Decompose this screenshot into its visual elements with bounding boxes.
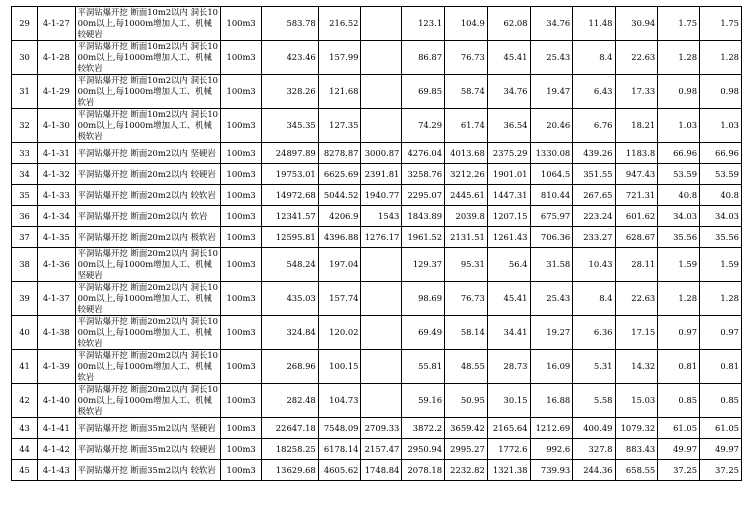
table-row xyxy=(12,248,742,282)
item-name: 平洞钻爆开挖 断面20m2以内 极软岩 xyxy=(75,227,221,248)
value-cell: 0.98 xyxy=(700,75,742,109)
row-number: 29 xyxy=(12,7,38,41)
row-number: 31 xyxy=(12,75,38,109)
value-cell: 35.56 xyxy=(700,227,742,248)
quota-code: 4-1-39 xyxy=(38,350,76,384)
value-cell: 4276.04 xyxy=(402,143,445,164)
value-cell: 76.73 xyxy=(445,41,488,75)
value-cell: 2039.8 xyxy=(445,206,488,227)
value-cell: 1330.08 xyxy=(530,143,573,164)
value-cell: 74.29 xyxy=(402,109,445,143)
table-body xyxy=(12,7,742,481)
value-cell: 66.96 xyxy=(658,143,700,164)
value-cell: 628.67 xyxy=(615,227,658,248)
value-cell: 1940.77 xyxy=(361,185,402,206)
value-cell: 19.27 xyxy=(530,316,573,350)
value-cell: 121.68 xyxy=(318,75,361,109)
row-number: 38 xyxy=(12,248,38,282)
item-name: 平洞钻爆开挖 断面20m2以内 坚硬岩 xyxy=(75,143,221,164)
value-cell: 5044.52 xyxy=(318,185,361,206)
value-cell: 439.26 xyxy=(573,143,615,164)
value-cell: 19.47 xyxy=(530,75,573,109)
value-cell: 53.59 xyxy=(700,164,742,185)
value-cell: 3872.2 xyxy=(402,418,445,439)
value-cell: 1321.38 xyxy=(487,460,530,481)
value-cell: 3258.76 xyxy=(402,164,445,185)
table-row xyxy=(12,282,742,316)
value-cell: 0.85 xyxy=(658,384,700,418)
quota-code: 4-1-34 xyxy=(38,206,76,227)
value-cell: 268.96 xyxy=(261,350,318,384)
value-cell: 2295.07 xyxy=(402,185,445,206)
value-cell xyxy=(361,41,402,75)
row-number: 45 xyxy=(12,460,38,481)
value-cell: 50.95 xyxy=(445,384,488,418)
table-row xyxy=(12,418,742,439)
value-cell: 2445.61 xyxy=(445,185,488,206)
value-cell: 18.21 xyxy=(615,109,658,143)
value-cell: 34.76 xyxy=(530,7,573,41)
value-cell: 34.76 xyxy=(487,75,530,109)
table-row xyxy=(12,316,742,350)
value-cell: 0.81 xyxy=(700,350,742,384)
quota-code: 4-1-29 xyxy=(38,75,76,109)
item-name: 平洞钻爆开挖 断面10m2以内 洞长1000m以上,每1000m增加人工、机械 较硬岩 xyxy=(75,7,221,41)
value-cell: 30.94 xyxy=(615,7,658,41)
value-cell: 22.63 xyxy=(615,282,658,316)
value-cell: 98.69 xyxy=(402,282,445,316)
value-cell: 61.74 xyxy=(445,109,488,143)
value-cell: 3000.87 xyxy=(361,143,402,164)
value-cell xyxy=(361,384,402,418)
unit: 100m3 xyxy=(221,282,261,316)
value-cell: 45.41 xyxy=(487,41,530,75)
table-row xyxy=(12,439,742,460)
value-cell: 2131.51 xyxy=(445,227,488,248)
value-cell: 0.85 xyxy=(700,384,742,418)
value-cell: 721.31 xyxy=(615,185,658,206)
value-cell: 14.32 xyxy=(615,350,658,384)
table-row xyxy=(12,384,742,418)
value-cell: 0.81 xyxy=(658,350,700,384)
value-cell: 1748.84 xyxy=(361,460,402,481)
value-cell: 1.03 xyxy=(658,109,700,143)
value-cell: 58.74 xyxy=(445,75,488,109)
unit: 100m3 xyxy=(221,439,261,460)
item-name: 平洞钻爆开挖 断面10m2以内 洞长1000m以上,每1000m增加人工、机械 较软岩 xyxy=(75,41,221,75)
item-name: 平洞钻爆开挖 断面20m2以内 洞长1000m以上,每1000m增加人工、机械 较硬岩 xyxy=(75,282,221,316)
value-cell: 1183.8 xyxy=(615,143,658,164)
value-cell: 8.4 xyxy=(573,41,615,75)
item-name: 平洞钻爆开挖 断面35m2以内 较软岩 xyxy=(75,460,221,481)
value-cell: 127.35 xyxy=(318,109,361,143)
value-cell: 282.48 xyxy=(261,384,318,418)
value-cell: 0.98 xyxy=(658,75,700,109)
value-cell: 327.8 xyxy=(573,439,615,460)
table-row xyxy=(12,143,742,164)
row-number: 30 xyxy=(12,41,38,75)
value-cell: 675.97 xyxy=(530,206,573,227)
row-number: 32 xyxy=(12,109,38,143)
unit: 100m3 xyxy=(221,227,261,248)
value-cell: 1.28 xyxy=(700,41,742,75)
quota-code: 4-1-43 xyxy=(38,460,76,481)
value-cell: 423.46 xyxy=(261,41,318,75)
value-cell: 104.73 xyxy=(318,384,361,418)
value-cell: 95.31 xyxy=(445,248,488,282)
value-cell: 992.6 xyxy=(530,439,573,460)
value-cell: 2078.18 xyxy=(402,460,445,481)
value-cell xyxy=(361,316,402,350)
item-name: 平洞钻爆开挖 断面20m2以内 洞长1000m以上,每1000m增加人工、机械 坚硬岩 xyxy=(75,248,221,282)
value-cell: 120.02 xyxy=(318,316,361,350)
value-cell: 16.88 xyxy=(530,384,573,418)
value-cell: 17.33 xyxy=(615,75,658,109)
row-number: 35 xyxy=(12,185,38,206)
table-row xyxy=(12,227,742,248)
value-cell: 2375.29 xyxy=(487,143,530,164)
value-cell: 5.31 xyxy=(573,350,615,384)
value-cell: 4605.62 xyxy=(318,460,361,481)
value-cell: 583.78 xyxy=(261,7,318,41)
value-cell: 8278.87 xyxy=(318,143,361,164)
value-cell: 1447.31 xyxy=(487,185,530,206)
value-cell: 14972.68 xyxy=(261,185,318,206)
value-cell: 49.97 xyxy=(700,439,742,460)
value-cell: 1.28 xyxy=(658,282,700,316)
value-cell: 61.05 xyxy=(658,418,700,439)
value-cell: 22.63 xyxy=(615,41,658,75)
value-cell: 25.43 xyxy=(530,282,573,316)
row-number: 43 xyxy=(12,418,38,439)
value-cell: 10.43 xyxy=(573,248,615,282)
value-cell: 76.73 xyxy=(445,282,488,316)
value-cell: 6.36 xyxy=(573,316,615,350)
quota-table xyxy=(11,6,742,481)
value-cell: 12595.81 xyxy=(261,227,318,248)
item-name: 平洞钻爆开挖 断面20m2以内 洞长1000m以上,每1000m增加人工、机械 极软岩 xyxy=(75,384,221,418)
quota-code: 4-1-33 xyxy=(38,185,76,206)
value-cell xyxy=(361,350,402,384)
value-cell: 55.81 xyxy=(402,350,445,384)
value-cell: 1.03 xyxy=(700,109,742,143)
value-cell: 601.62 xyxy=(615,206,658,227)
value-cell: 61.05 xyxy=(700,418,742,439)
quota-code: 4-1-31 xyxy=(38,143,76,164)
value-cell: 0.97 xyxy=(658,316,700,350)
value-cell: 4396.88 xyxy=(318,227,361,248)
table-row xyxy=(12,164,742,185)
value-cell: 223.24 xyxy=(573,206,615,227)
value-cell: 1843.89 xyxy=(402,206,445,227)
value-cell: 34.41 xyxy=(487,316,530,350)
value-cell: 3212.26 xyxy=(445,164,488,185)
value-cell: 658.55 xyxy=(615,460,658,481)
value-cell: 1064.5 xyxy=(530,164,573,185)
quota-code: 4-1-30 xyxy=(38,109,76,143)
value-cell: 22647.18 xyxy=(261,418,318,439)
value-cell: 62.08 xyxy=(487,7,530,41)
row-number: 44 xyxy=(12,439,38,460)
item-name: 平洞钻爆开挖 断面10m2以内 洞长1000m以上,每1000m增加人工、机械 极软岩 xyxy=(75,109,221,143)
table-row xyxy=(12,460,742,481)
value-cell: 35.56 xyxy=(658,227,700,248)
item-name: 平洞钻爆开挖 断面20m2以内 较硬岩 xyxy=(75,164,221,185)
value-cell: 66.96 xyxy=(700,143,742,164)
unit: 100m3 xyxy=(221,143,261,164)
value-cell: 5.58 xyxy=(573,384,615,418)
item-name: 平洞钻爆开挖 断面35m2以内 坚硬岩 xyxy=(75,418,221,439)
value-cell: 328.26 xyxy=(261,75,318,109)
row-number: 33 xyxy=(12,143,38,164)
table-row xyxy=(12,7,742,41)
value-cell: 883.43 xyxy=(615,439,658,460)
value-cell: 34.03 xyxy=(658,206,700,227)
unit: 100m3 xyxy=(221,185,261,206)
unit: 100m3 xyxy=(221,316,261,350)
value-cell xyxy=(361,7,402,41)
value-cell: 69.85 xyxy=(402,75,445,109)
value-cell: 16.09 xyxy=(530,350,573,384)
value-cell: 1.75 xyxy=(658,7,700,41)
value-cell: 2950.94 xyxy=(402,439,445,460)
value-cell: 739.93 xyxy=(530,460,573,481)
value-cell: 810.44 xyxy=(530,185,573,206)
value-cell: 6625.69 xyxy=(318,164,361,185)
value-cell xyxy=(361,282,402,316)
value-cell: 104.9 xyxy=(445,7,488,41)
unit: 100m3 xyxy=(221,7,261,41)
value-cell: 1543 xyxy=(361,206,402,227)
quota-code: 4-1-37 xyxy=(38,282,76,316)
unit: 100m3 xyxy=(221,418,261,439)
value-cell: 4206.9 xyxy=(318,206,361,227)
value-cell: 24897.89 xyxy=(261,143,318,164)
value-cell: 49.97 xyxy=(658,439,700,460)
value-cell: 706.36 xyxy=(530,227,573,248)
item-name: 平洞钻爆开挖 断面20m2以内 软岩 xyxy=(75,206,221,227)
row-number: 37 xyxy=(12,227,38,248)
value-cell: 45.41 xyxy=(487,282,530,316)
value-cell: 233.27 xyxy=(573,227,615,248)
value-cell: 1276.17 xyxy=(361,227,402,248)
value-cell: 34.03 xyxy=(700,206,742,227)
quota-code: 4-1-40 xyxy=(38,384,76,418)
value-cell: 1.59 xyxy=(700,248,742,282)
unit: 100m3 xyxy=(221,206,261,227)
value-cell: 25.43 xyxy=(530,41,573,75)
table-row xyxy=(12,185,742,206)
unit: 100m3 xyxy=(221,164,261,185)
value-cell: 18258.25 xyxy=(261,439,318,460)
unit: 100m3 xyxy=(221,41,261,75)
value-cell xyxy=(361,109,402,143)
row-number: 39 xyxy=(12,282,38,316)
value-cell: 6.76 xyxy=(573,109,615,143)
item-name: 平洞钻爆开挖 断面20m2以内 洞长1000m以上,每1000m增加人工、机械 较软岩 xyxy=(75,316,221,350)
value-cell: 1212.69 xyxy=(530,418,573,439)
value-cell: 1.28 xyxy=(700,282,742,316)
value-cell: 2232.82 xyxy=(445,460,488,481)
table-row xyxy=(12,75,742,109)
unit: 100m3 xyxy=(221,350,261,384)
value-cell: 157.99 xyxy=(318,41,361,75)
value-cell: 1079.32 xyxy=(615,418,658,439)
value-cell: 947.43 xyxy=(615,164,658,185)
table-row xyxy=(12,41,742,75)
value-cell xyxy=(361,248,402,282)
value-cell: 59.16 xyxy=(402,384,445,418)
value-cell: 6.43 xyxy=(573,75,615,109)
table-row xyxy=(12,350,742,384)
value-cell: 216.52 xyxy=(318,7,361,41)
value-cell: 3659.42 xyxy=(445,418,488,439)
value-cell: 2995.27 xyxy=(445,439,488,460)
value-cell: 48.55 xyxy=(445,350,488,384)
value-cell: 4013.68 xyxy=(445,143,488,164)
value-cell: 0.97 xyxy=(700,316,742,350)
unit: 100m3 xyxy=(221,75,261,109)
value-cell: 37.25 xyxy=(700,460,742,481)
value-cell: 1.59 xyxy=(658,248,700,282)
item-name: 平洞钻爆开挖 断面35m2以内 较硬岩 xyxy=(75,439,221,460)
quota-code: 4-1-36 xyxy=(38,248,76,282)
value-cell: 28.73 xyxy=(487,350,530,384)
value-cell xyxy=(361,75,402,109)
value-cell: 1207.15 xyxy=(487,206,530,227)
value-cell: 11.48 xyxy=(573,7,615,41)
quota-code: 4-1-32 xyxy=(38,164,76,185)
table-row xyxy=(12,109,742,143)
value-cell: 1.28 xyxy=(658,41,700,75)
row-number: 34 xyxy=(12,164,38,185)
item-name: 平洞钻爆开挖 断面10m2以内 洞长1000m以上,每1000m增加人工、机械 软岩 xyxy=(75,75,221,109)
value-cell: 20.46 xyxy=(530,109,573,143)
value-cell: 12341.57 xyxy=(261,206,318,227)
value-cell: 31.58 xyxy=(530,248,573,282)
value-cell: 324.84 xyxy=(261,316,318,350)
quota-code: 4-1-28 xyxy=(38,41,76,75)
value-cell: 400.49 xyxy=(573,418,615,439)
value-cell: 15.03 xyxy=(615,384,658,418)
value-cell: 30.15 xyxy=(487,384,530,418)
value-cell: 1961.52 xyxy=(402,227,445,248)
value-cell: 345.35 xyxy=(261,109,318,143)
value-cell: 53.59 xyxy=(658,164,700,185)
value-cell: 1.75 xyxy=(700,7,742,41)
quota-code: 4-1-27 xyxy=(38,7,76,41)
value-cell: 2157.47 xyxy=(361,439,402,460)
value-cell: 8.4 xyxy=(573,282,615,316)
value-cell: 2165.64 xyxy=(487,418,530,439)
quota-code: 4-1-42 xyxy=(38,439,76,460)
value-cell: 197.04 xyxy=(318,248,361,282)
row-number: 36 xyxy=(12,206,38,227)
value-cell: 100.15 xyxy=(318,350,361,384)
quota-code: 4-1-38 xyxy=(38,316,76,350)
value-cell: 351.55 xyxy=(573,164,615,185)
value-cell: 19753.01 xyxy=(261,164,318,185)
value-cell: 13629.68 xyxy=(261,460,318,481)
row-number: 41 xyxy=(12,350,38,384)
quota-code: 4-1-35 xyxy=(38,227,76,248)
item-name: 平洞钻爆开挖 断面20m2以内 洞长1000m以上,每1000m增加人工、机械 软岩 xyxy=(75,350,221,384)
row-number: 40 xyxy=(12,316,38,350)
value-cell: 2709.33 xyxy=(361,418,402,439)
quota-code: 4-1-41 xyxy=(38,418,76,439)
value-cell: 40.8 xyxy=(658,185,700,206)
value-cell: 37.25 xyxy=(658,460,700,481)
value-cell: 1261.43 xyxy=(487,227,530,248)
value-cell: 157.74 xyxy=(318,282,361,316)
value-cell: 1901.01 xyxy=(487,164,530,185)
value-cell: 56.4 xyxy=(487,248,530,282)
value-cell: 6178.14 xyxy=(318,439,361,460)
unit: 100m3 xyxy=(221,384,261,418)
value-cell: 548.24 xyxy=(261,248,318,282)
value-cell: 69.49 xyxy=(402,316,445,350)
value-cell: 40.8 xyxy=(700,185,742,206)
table-row xyxy=(12,206,742,227)
value-cell: 123.1 xyxy=(402,7,445,41)
value-cell: 244.36 xyxy=(573,460,615,481)
value-cell: 129.37 xyxy=(402,248,445,282)
unit: 100m3 xyxy=(221,460,261,481)
unit: 100m3 xyxy=(221,248,261,282)
value-cell: 7548.09 xyxy=(318,418,361,439)
value-cell: 267.65 xyxy=(573,185,615,206)
value-cell: 17.15 xyxy=(615,316,658,350)
value-cell: 435.03 xyxy=(261,282,318,316)
value-cell: 58.14 xyxy=(445,316,488,350)
item-name: 平洞钻爆开挖 断面20m2以内 较软岩 xyxy=(75,185,221,206)
unit: 100m3 xyxy=(221,109,261,143)
row-number: 42 xyxy=(12,384,38,418)
value-cell: 1772.6 xyxy=(487,439,530,460)
value-cell: 86.87 xyxy=(402,41,445,75)
value-cell: 28.11 xyxy=(615,248,658,282)
value-cell: 36.54 xyxy=(487,109,530,143)
value-cell: 2391.81 xyxy=(361,164,402,185)
